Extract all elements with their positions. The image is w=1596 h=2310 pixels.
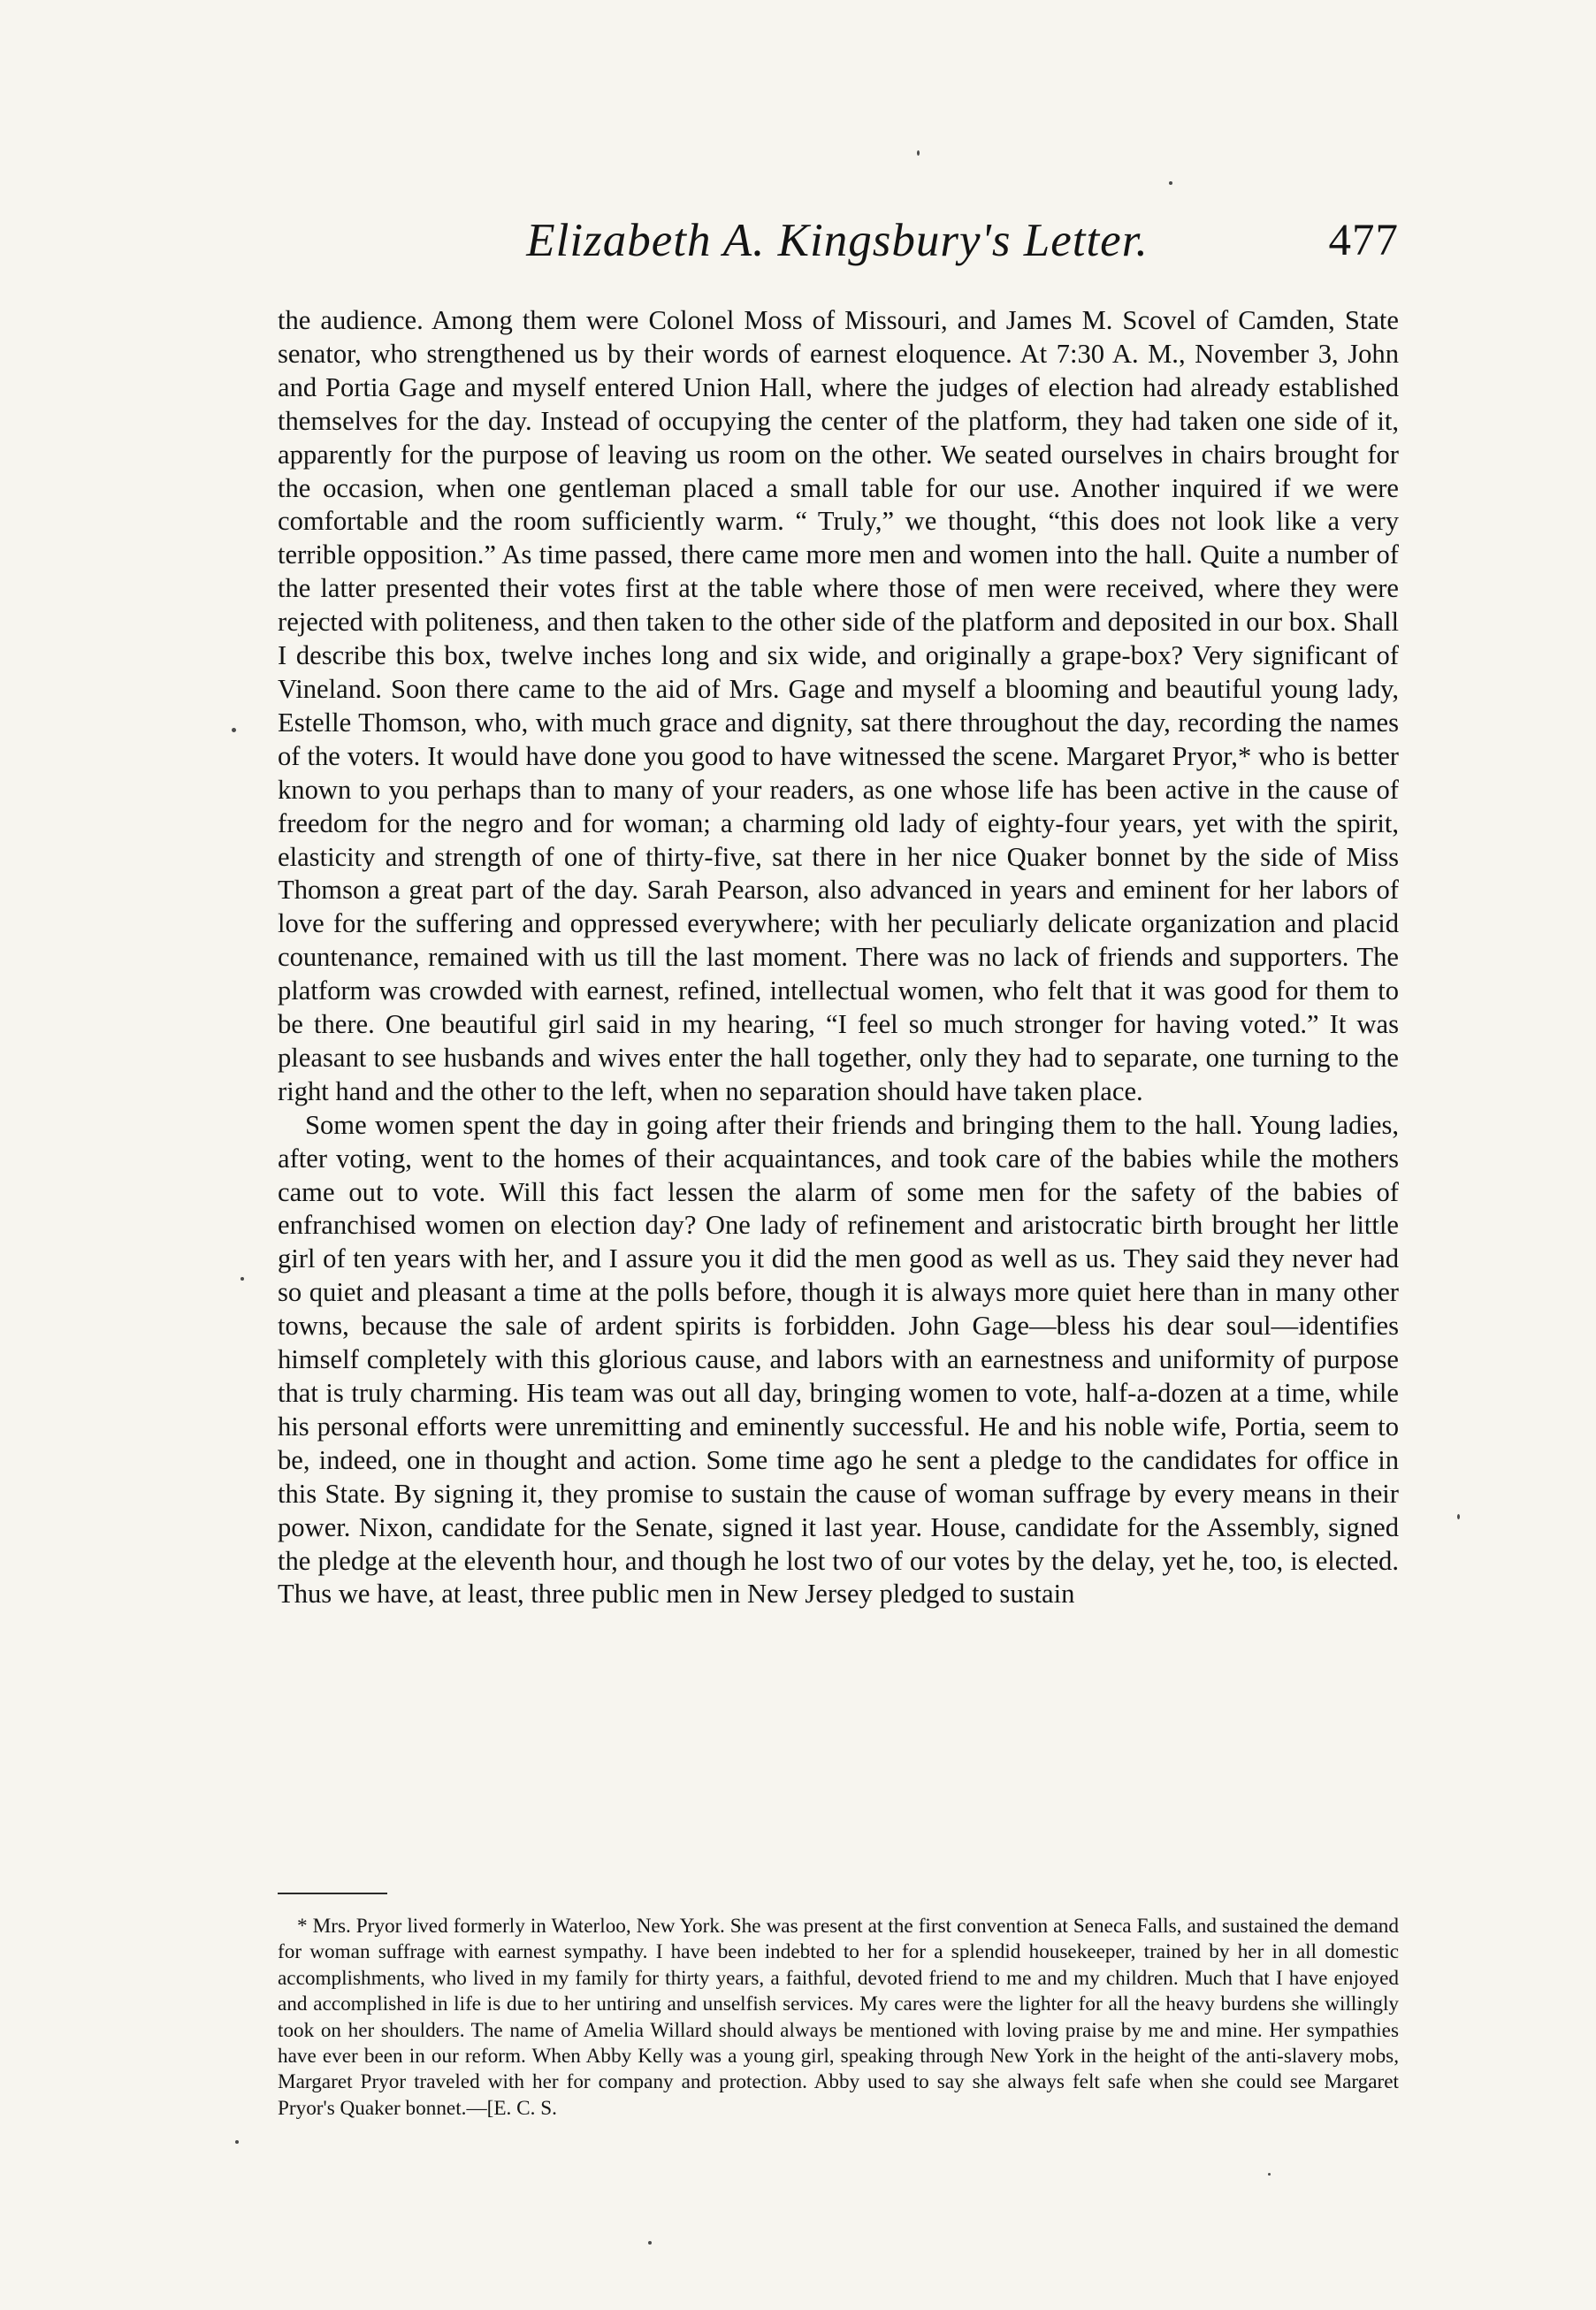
scan-speck: [1268, 2173, 1271, 2176]
scan-speck: [235, 2140, 239, 2144]
footnote: * Mrs. Pryor lived formerly in Waterloo, New York. She was present at the first convention at Seneca Falls, and sustained the demand for woman suffrage with earnest sympathy. I have been indebted to her for a splendid housekeeper, trained by her in all domestic accomplishments, who lived in my family for thirty years, a faithful, devoted friend to me and my children. Much that I have enjoyed and accomplished in life is due to her untiring and unselfish services. My cares were the lighter for all the heavy burdens she willingly took on her shoulders. The name of Amelia Willard should always be mentioned with loving praise by me and mine. Her sympathies have ever been in our reform. When Abby Kelly was a young girl, speaking through New York in the height of the anti-slavery mobs, Margaret Pryor traveled with her for company and protection. Abby used to say she always felt safe when she could see Margaret Pryor's Quaker bonnet.—[E. C. S.: [278, 1915, 1399, 2120]
scan-speck: [241, 1277, 244, 1281]
scan-speck: [1169, 181, 1172, 185]
running-title: Elizabeth A. Kingsbury's Letter.: [526, 215, 1149, 266]
running-head: [276, 210, 1399, 272]
paragraph-2: Some women spent the day in going after their friends and bringing them to the hall. Young ladies, after voting, went to the homes of their acquaintances, and took care of the babies while the mothers came out to vote. Will this fact lessen the alarm of some men for the safety of the babies of enfranchised women on election day? One lady of refinement and aristocratic birth brought her little girl of ten years with her, and I assure you it did the men good as well as us. They said they never had so quiet and pleasant a time at the polls before, though it is always more quiet here than in many other towns, because the sale of ardent spirits is forbidden. John Gage—bless his dear soul—identifies himself completely with this glorious cause, and labors with an earnestness and uniformity of purpose that is truly charming. His team was out all day, bringing women to vote, half-a-dozen at a time, while his personal efforts were unremitting and eminently successful. He and his noble wife, Portia, seem to be, indeed, one in thought and action. Some time ago he sent a pledge to the candidates for office in this State. By signing it, they promise to sustain the cause of woman suffrage by every means in their power. Nixon, candidate for the Senate, signed it last year. House, candidate for the Assembly, signed the pledge at the eleventh hour, and though he lost two of our votes by the delay, yet he, too, is elected. Thus we have, at least, three public men in New Jersey pledged to sustain: [278, 1109, 1399, 1610]
scan-speck: [648, 2241, 652, 2245]
footnote-rule: [278, 1893, 387, 1894]
scan-speck: [232, 728, 236, 732]
scan-speck: [1457, 1514, 1460, 1519]
scan-speck: [917, 150, 920, 156]
body-text: [278, 304, 1399, 1611]
paragraph-1: the audience. Among them were Colonel Moss of Missouri, and James M. Scovel of Camden, State senator, who strengthened us by their words of earnest eloquence. At 7:30 A. M., November 3, John and Portia Gage and myself entered Union Hall, where the judges of election had already established themselves for the day. Instead of occupying the center of the platform, they had taken one side of it, apparently for the purpose of leaving us room on the other. We seated ourselves in chairs brought for the occasion, when one gentleman placed a small table for our use. Another inquired if we were comfortable and the room sufficiently warm. “ Truly,” we thought, “this does not look like a very terrible opposition.” As time passed, there came more men and women into the hall. Quite a number of the latter presented their votes first at the table where those of men were received, where they were rejected with politeness, and then taken to the other side of the platform and deposited in our box. Shall I describe this box, twelve inches long and six wide, and originally a grape-box? Very significant of Vineland. Soon there came to the aid of Mrs. Gage and myself a blooming and beautiful young lady, Estelle Thomson, who, with much grace and dignity, sat there throughout the day, recording the names of the voters. It would have done you good to have witnessed the scene. Margaret Pryor,* who is better known to you perhaps than to many of your readers, as one whose life has been active in the cause of freedom for the negro and for woman; a charming old lady of eighty-four years, yet with the spirit, elasticity and strength of one of thirty-five, sat there in her nice Quaker bonnet by the side of Miss Thomson a great part of the day. Sarah Pearson, also advanced in years and eminent for her labors of love for the suffering and oppressed everywhere; with her peculiarly delicate organization and placid countenance, remained with us till the last moment. There was no lack of friends and supporters. The platform was crowded with earnest, refined, intellectual women, who felt that it was good for them to be there. One beautiful girl said in my hearing, “I feel so much stronger for having voted.” It was pleasant to see husbands and wives enter the hall together, only they had to separate, one turning to the right hand and the other to the left, when no separation should have taken place.: [278, 305, 1399, 1106]
page-number: 477: [1328, 216, 1399, 265]
